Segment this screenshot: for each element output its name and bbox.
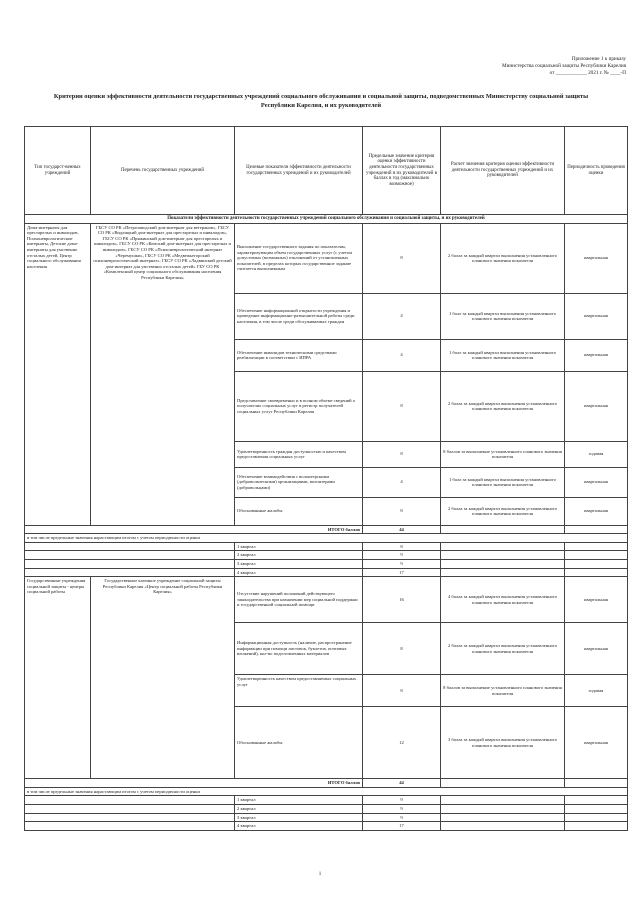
quarter-value: 9 [363,796,441,805]
indicator: Выполнение государственного задания по показателям, характеризующим объем государственных услуг (с учетом допустимых (возможных) отклонений от установленных показателей, в пределах которых государственное задание считается выполненным [235,223,363,293]
appendix-line-2: Министерства социальной защиты Республики Карелия [502,63,626,69]
max-value: 4 [363,293,441,339]
criteria-table [24,126,628,831]
indicator: Обеспечение информационной открытости учреждения и проведение информационно-разъяснительной работы среди населения, в том числе среди обслуживаемых граждан [235,293,363,339]
total-value: 44 [363,525,441,534]
quarter-value: 8 [363,542,441,551]
quarter-label: 3 квартал [235,813,363,822]
calc: 8 баллов за выполнение установленного планового значения показателя [441,441,565,467]
indicator: Удовлетворенность качеством предоставляемых социальных услуг [235,675,363,707]
quarter-row [25,542,628,551]
quarter-label: 2 квартал [235,551,363,560]
max-value: 8 [363,497,441,525]
total-row [25,525,628,534]
indicator: Обеспечение взаимодействия с волонтерскими (добровольческими) организациями, волонтерами (добровольцами) [235,467,363,497]
quarter-label: 1 квартал [235,796,363,805]
appendix-line-3: от ____________ 2021 г. № ____-П [549,70,626,76]
quarter-row [25,822,628,831]
indicator: Отсутствие нарушений положений действующего законодательства при назначении мер социальной поддержки и государственной социальной помощи [235,577,363,623]
indicator: Обоснованные жалобы [235,497,363,525]
quarters-note: в том числе предельные значения нарастающим итогом с учетом периодичности оценки [25,534,628,543]
indicator: Информационная доступность (наличие, распространение информации при помощи листовок, буклетов, почтовых вложений), кол-во подготовленных материалов [235,623,363,675]
section-title: Показатели эффективности деятельности государственных учреждений социального обслуживания и социальной защиты, и их руководителей [25,215,628,224]
document-title: Критерии оценки эффективности деятельности государственных учреждений социального обслуживания и социальной защиты, подведомственных Министерству социальной защиты Республики Карелия, и их руководителей [53,93,589,109]
period: квартальная [565,467,628,497]
calc: 4 балла за каждый квартал выполнения установленного планового значения показателя [441,577,565,623]
group2-list: Государственное казенное учреждение социальной защиты Республики Карелия «Центр социальной работы Республики Карелия» [91,577,235,779]
quarter-label: 3 квартал [235,559,363,568]
quarter-value: 9 [363,551,441,560]
period: квартальная [565,371,628,441]
quarter-label: 1 квартал [235,542,363,551]
max-value: 8 [363,675,441,707]
calc: 2 балла за каждый квартал выполнения установленного планового значения показателя [441,371,565,441]
total-row [25,779,628,788]
quarter-value: 9 [363,813,441,822]
period: квартальная [565,707,628,779]
period: годовая [565,441,628,467]
calc: 2 балла за каждый квартал выполнения установленного планового значения показателя [441,497,565,525]
period: квартальная [565,577,628,623]
period: квартальная [565,339,628,371]
quarter-value: 17 [363,822,441,831]
quarter-label: 4 квартал [235,822,363,831]
group1-type: Дома-интернаты для престарелых и инвалидов, Психоневрологические интернаты, Детские дома-интернаты для умственно отсталых детей, Центр социального обслуживания населения [25,223,91,525]
quarter-label: 4 квартал [235,568,363,577]
period: квартальная [565,223,628,293]
table-row [25,223,628,293]
group2-type: Государственные учреждения социальной защиты - центры социальной работы [25,577,91,779]
quarter-row [25,551,628,560]
period: квартальная [565,497,628,525]
table-header-row [25,127,628,215]
max-value: 4 [363,339,441,371]
indicator: Удовлетворенность граждан доступностью и качеством предоставления социальных услуг [235,441,363,467]
max-value: 16 [363,577,441,623]
quarter-value: 9 [363,559,441,568]
header-indicators: Целевые показатели эффективности деятельности государственных учреждений и их руководителей [235,127,363,215]
calc: 2 балла за каждый квартал выполнения установленного планового значения показателя [441,223,565,293]
indicator: Обеспечение инвалидов техническими средствами реабилитации в соответствии с ИПРА [235,339,363,371]
quarter-label: 2 квартал [235,804,363,813]
header-list: Перечень государственных учреждений [91,127,235,215]
quarter-row [25,568,628,577]
quarter-row [25,796,628,805]
calc: 3 балла за каждый квартал выполнения установленного планового значения показателя [441,707,565,779]
quarter-value: 9 [363,804,441,813]
max-value: 8 [363,223,441,293]
quarter-row [25,559,628,568]
total-label: ИТОГО баллов [25,779,363,788]
period: квартальная [565,623,628,675]
max-value: 8 [363,441,441,467]
appendix-line-1: Приложение 1 к приказу [571,56,626,62]
header-period: Периодичность проведения оценки [565,127,628,215]
max-value: 8 [363,623,441,675]
quarter-value: 17 [363,568,441,577]
max-value: 8 [363,371,441,441]
header-max: Предельные значение критерия оценки эффективности деятельности государственных учреждений и их руководителей в баллах в год (максимально возможное) [363,127,441,215]
group1-list: ГБСУ СО РК «Петрозаводский дом-интернат для ветеранов», ГБСУ СО РК «Видлицкий дом-интернат для престарелых и инвалидов», ГБСУ СО РК «Пряжинский дом-интернат для престарелых и инвалидов», ГБСУ СО РК «Кемский дом-интернат для престарелых и инвалидов», ГБСУ СО РК «Психоневрологический интернат «Черемушки», ГБСУ СО РК «Медвежьегорский психоневрологический интернат», ГБСУ СО РК «Ладвинский детский дом-интернат для умственно отсталых детей» ГБУ СО РК «Комплексный центр социального обслуживания населения Республики Карелия» [91,223,235,525]
table-row [25,577,628,623]
calc: 1 балл за каждый квартал выполнения установленного планового значения показателя [441,293,565,339]
header-type: Тип государст-венных учреждений [25,127,91,215]
max-value: 12 [363,707,441,779]
indicator: Представление своевременно и в полном объеме сведений о получателях социальных услуг в регистр получателей социальных услуг Республики Карелия [235,371,363,441]
indicator: Обоснованные жалобы [235,707,363,779]
quarter-row [25,813,628,822]
page-number: 1 [318,872,322,877]
quarters-note: в том числе предельные значения нарастающим итогом с учетом периодичности оценки [25,787,628,796]
total-label: ИТОГО баллов [25,525,363,534]
quarter-row [25,804,628,813]
period: квартальная [565,293,628,339]
period: годовая [565,675,628,707]
appendix-header [366,56,626,77]
total-value: 44 [363,779,441,788]
calc: 2 балла за каждый квартал выполнения установленного планового значения показателя [441,623,565,675]
max-value: 4 [363,467,441,497]
calc: 1 балл за каждый квартал выполнения установленного планового значения показателя [441,339,565,371]
calc: 1 балл за каждый квартал выполнения установленного планового значения показателя [441,467,565,497]
header-calc: Расчет значения критерия оценки эффективности деятельности государственных учреждений и их руководителей [441,127,565,215]
calc: 8 баллов за выполнение установленного планового значения показателя [441,675,565,707]
